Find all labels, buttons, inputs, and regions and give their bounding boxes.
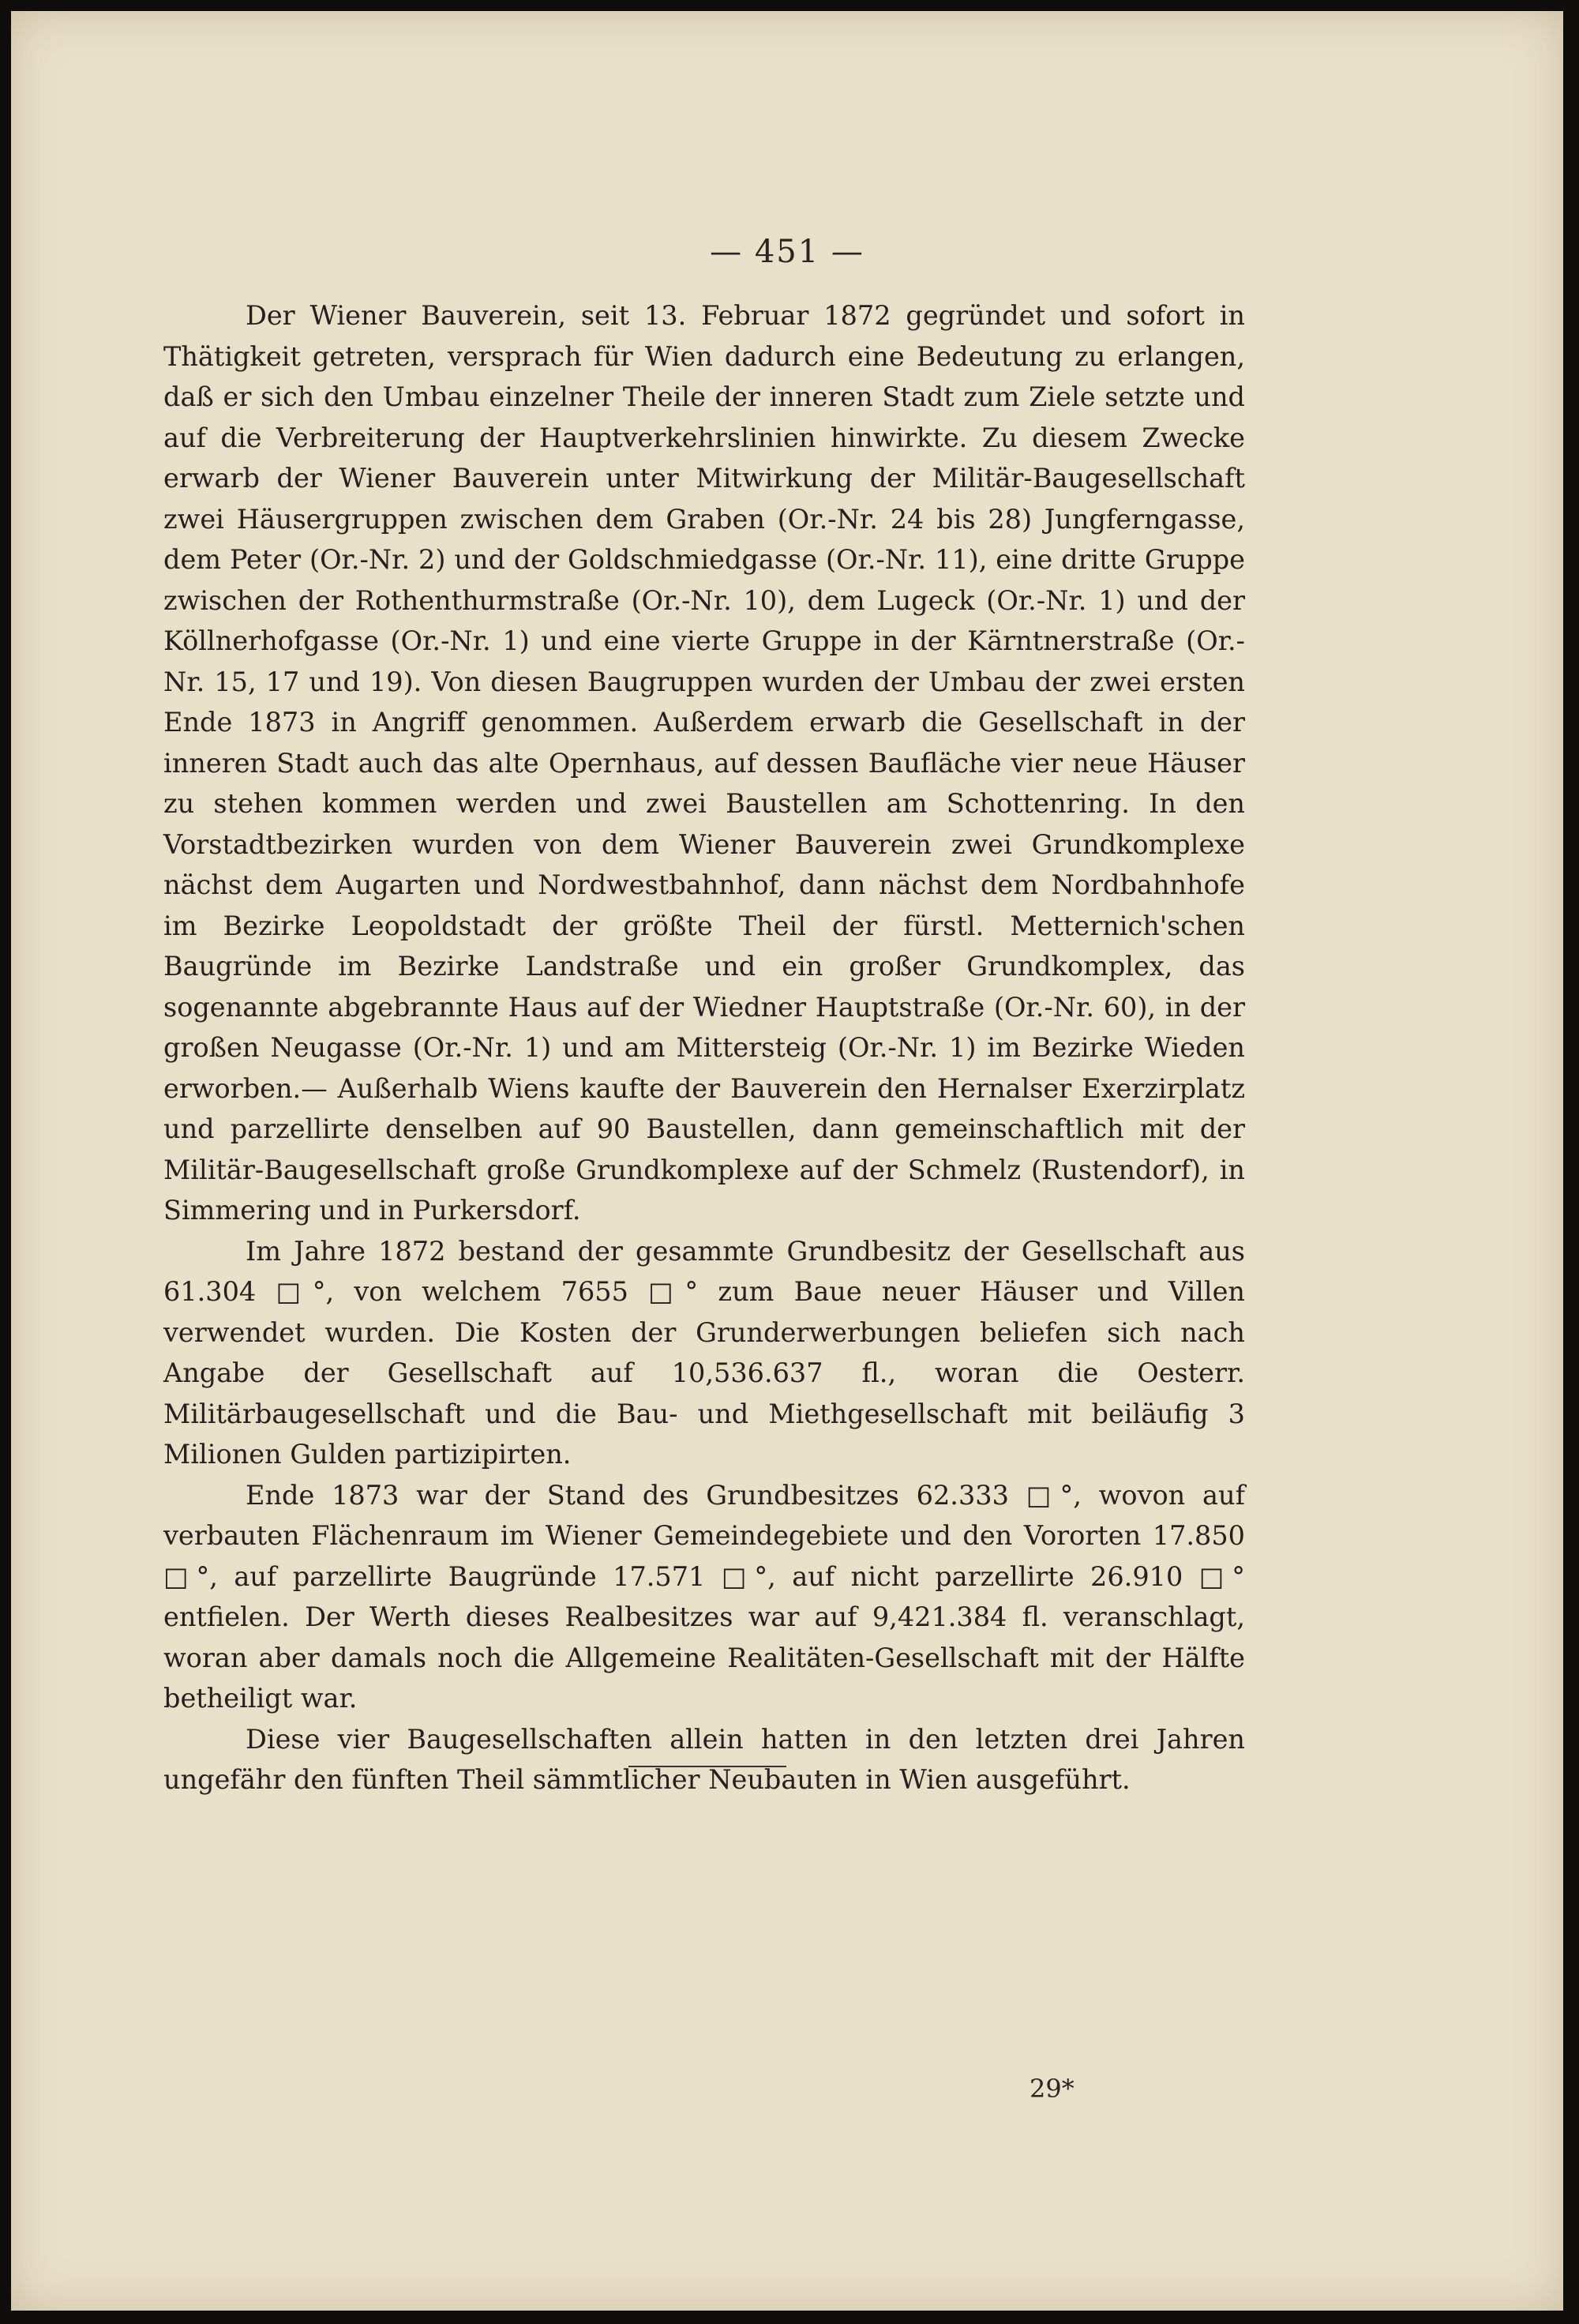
paragraph-3: Ende 1873 war der Stand des Grundbesitzes 62.333 □°, wovon auf verbauten Flächenraum im Wiener Gemeindegebiete und den Vororten 17.850 □°, auf parzellirte Baugründe 17.571 □°, auf nicht parzellirte 26.910 □° entfielen. Der Werth dieses Realbesitzes war auf 9,421.384 fl. veranschlagt, woran aber damals noch die Allgemeine Realitäten-Gesellschaft mit der Hälfte betheiligt war.: [163, 1479, 1245, 1714]
paragraph-1: Der Wiener Bauverein, seit 13. Februar 1872 gegründet und sofort in Thätigkeit getreten, versprach für Wien dadurch eine Bedeutung zu erlangen, daß er sich den Umbau einzelner Theile der inneren Stadt zum Ziele setzte und auf die Verbreiterung der Hauptverkehrslinien hinwirkte. Zu diesem Zwecke erwarb der Wiener Bauverein unter Mitwirkung der Militär-Baugesellschaft zwei Häusergruppen zwischen dem Graben (Or.-Nr. 24 bis 28) Jungferngasse, dem Peter (Or.-Nr. 2) und der Goldschmiedgasse (Or.-Nr. 11), eine dritte Gruppe zwischen der Rothenthurmstraße (Or.-Nr. 10), dem Lugeck (Or.-Nr. 1) und der Köllnerhofgasse (Or.-Nr. 1) und eine vierte Gruppe in der Kärntnerstraße (Or.-Nr. 15, 17 und 19). Von diesen Baugruppen wurden der Umbau der zwei ersten Ende 1873 in Angriff genommen. Außerdem erwarb die Gesellschaft in der inneren Stadt auch das alte Opernhaus, auf dessen Baufläche vier neue Häuser zu stehen kommen werden und zwei Baustellen am Schottenring. In den Vorstadtbezirken wurden von dem Wiener Bauverein zwei Grundkomplexe nächst dem Augarten und Nordwestbahnhof, dann nächst dem Nordbahnhofe im Bezirke Leopoldstadt der größte Theil der fürstl. Metternich'schen Baugründe im Bezirke Landstraße und ein großer Grundkomplex, das sogenannte abgebrannte Haus auf der Wiedner Hauptstraße (Or.-Nr. 60), in der großen Neugasse (Or.-Nr. 1) und am Mittersteig (Or.-Nr. 1) im Bezirke Wieden erworben.— Außerhalb Wiens kaufte der Bauverein den Hernalser Exerzirplatz und parzellirte denselben auf 90 Baustellen, dann gemeinschaftlich mit der Militär-Baugesellschaft große Grundkomplexe auf der Schmelz (Rustendorf), in Simmering und in Purkersdorf.: [163, 300, 1245, 1226]
section-divider: [628, 1766, 786, 1767]
paragraph-4: Diese vier Baugesellschaften allein hatten in den letzten drei Jahren ungefähr den fünften Theil sämmtlicher Neubauten in Wien ausgeführt.: [163, 1723, 1245, 1795]
page-number: — 451 —: [710, 234, 865, 270]
document-page: [11, 11, 1563, 2311]
paragraph-2: Im Jahre 1872 bestand der gesammte Grundbesitz der Gesellschaft aus 61.304 □°, von welchem 7655 □° zum Baue neuer Häuser und Villen verwendet wurden. Die Kosten der Grunderwerbungen beliefen sich nach Angabe der Gesellschaft auf 10,536.637 fl., woran die Oesterr. Militärbaugesellschaft und die Bau- und Miethgesellschaft mit beiläufig 3 Milionen Gulden partizipirten.: [163, 1235, 1245, 1470]
body-text: [163, 295, 1245, 1800]
signature-mark: 29*: [1030, 2074, 1075, 2104]
